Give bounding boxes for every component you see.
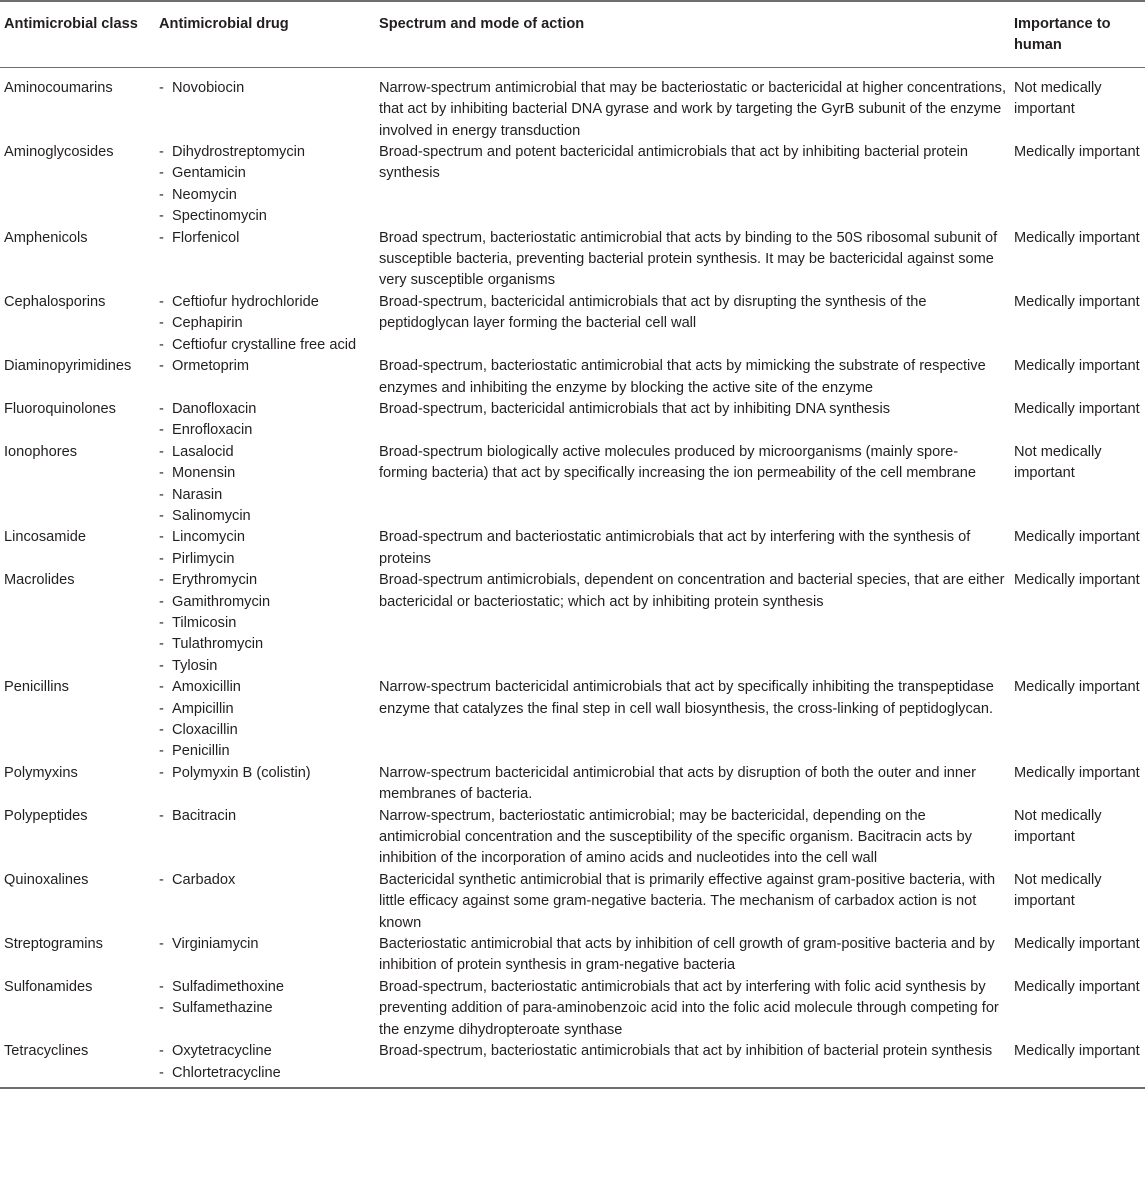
antimicrobial-class-cell: Lincosamide	[4, 529, 86, 546]
importance-to-human-cell: Not medically important	[1014, 807, 1102, 846]
importance-to-human-cell: Medically important	[1010, 1041, 1145, 1088]
drug-list-item: - Tylosin	[159, 656, 371, 677]
drug-list-item: - Neomycin	[159, 185, 371, 206]
antimicrobial-drug-cell	[155, 1041, 375, 1088]
drug-list	[159, 1041, 371, 1084]
spectrum-mode-of-action-cell: Bacteriostatic antimicrobial that acts by inhibition of cell growth of gram-positive bacteria and by inhibition of protein synthesis in gram-negative bacteria	[379, 936, 995, 974]
antimicrobial-drug-cell	[155, 570, 375, 677]
drug-list-item: - Bacitracin	[159, 806, 371, 827]
drug-list-item: - Oxytetracycline	[159, 1041, 371, 1062]
antimicrobial-class-cell: Tetracyclines	[0, 1041, 155, 1088]
drug-list	[159, 142, 371, 228]
importance-to-human-cell: Medically important	[1014, 764, 1140, 781]
drug-list	[159, 570, 371, 677]
drug-list-item: - Ampicillin	[159, 699, 371, 720]
drug-list-item: - Gentamicin	[159, 163, 371, 184]
importance-to-human-cell: Medically important	[1014, 358, 1140, 375]
drug-list-item: - Dihydrostreptomycin	[159, 142, 371, 163]
drug-list	[159, 442, 371, 528]
table-row	[0, 399, 1145, 442]
table-row	[0, 228, 1145, 292]
drug-list-item: - Ceftiofur crystalline free acid	[159, 335, 371, 356]
spectrum-mode-of-action-cell: Broad-spectrum and potent bactericidal antimicrobials that act by inhibiting bacterial protein synthesis	[379, 144, 968, 182]
antimicrobial-drug-cell	[155, 442, 375, 528]
drug-list-item: - Cephapirin	[159, 313, 371, 334]
table-body	[0, 67, 1145, 1088]
table-row	[0, 977, 1145, 1041]
table-row	[0, 67, 1145, 142]
drug-list-item: - Ceftiofur hydrochloride	[159, 292, 371, 313]
importance-to-human-cell: Medically important	[1014, 144, 1140, 161]
table-row	[0, 442, 1145, 528]
drug-list	[159, 677, 371, 763]
spectrum-mode-of-action-cell: Broad-spectrum biologically active molecules produced by microorganisms (mainly spore-forming bacteria) that act by specifically increasing the ion permeability of the cell membrane	[379, 443, 977, 482]
spectrum-mode-of-action-cell: Broad-spectrum, bacteriostatic antimicrobials that act by interfering with folic acid synthesis by preventing addition of para-aminobenzoic acid into the folic acid molecule through competing for the enzyme dihydropteroate synthase	[379, 978, 999, 1038]
table-row	[0, 292, 1145, 356]
spectrum-mode-of-action-cell: Broad spectrum, bacteriostatic antimicrobial that acts by binding to the 50S ribosomal subunit of susceptible bacteria, preventing bacterial protein synthesis. It may be bactericidal against some very susceptible organisms	[379, 229, 998, 289]
drug-list-item: - Penicillin	[159, 741, 371, 762]
importance-to-human-cell: Medically important	[1014, 936, 1140, 953]
importance-to-human-cell: Medically important	[1014, 529, 1140, 546]
importance-to-human-cell: Not medically important	[1014, 871, 1102, 910]
drug-list-item: - Erythromycin	[159, 570, 371, 591]
antimicrobial-drug-cell	[155, 977, 375, 1041]
antimicrobial-drug-cell	[155, 806, 375, 870]
drug-list-item: - Cloxacillin	[159, 720, 371, 741]
antimicrobial-class-cell: Sulfonamides	[4, 978, 93, 995]
antimicrobial-class-cell: Fluoroquinolones	[4, 400, 116, 417]
drug-list	[159, 977, 371, 1020]
spectrum-mode-of-action-cell: Broad-spectrum, bacteriostatic antimicrobials that act by inhibition of bacterial protein synthesis	[375, 1041, 1010, 1088]
drug-list	[159, 763, 371, 784]
drug-list-item: - Narasin	[159, 485, 371, 506]
table-row	[0, 356, 1145, 399]
header-importance-to-human: Importance to human	[1010, 1, 1145, 67]
antimicrobial-class-cell: Polypeptides	[4, 807, 88, 824]
antimicrobial-class-cell: Cephalosporins	[4, 293, 106, 310]
drug-list-item: - Florfenicol	[159, 228, 371, 249]
drug-list-item: - Monensin	[159, 463, 371, 484]
table-row	[0, 806, 1145, 870]
header-spectrum-mode-of-action: Spectrum and mode of action	[375, 1, 1010, 67]
drug-list-item: - Lasalocid	[159, 442, 371, 463]
importance-to-human-cell: Medically important	[1014, 679, 1140, 696]
importance-to-human-cell: Not medically important	[1014, 79, 1102, 118]
antimicrobial-drug-cell	[155, 677, 375, 763]
drug-list-item: - Carbadox	[159, 870, 371, 891]
table-row	[0, 763, 1145, 806]
drug-list-item: - Polymyxin B (colistin)	[159, 763, 371, 784]
header-antimicrobial-drug: Antimicrobial drug	[155, 1, 375, 67]
drug-list-item: - Sulfamethazine	[159, 998, 371, 1019]
drug-list-item: - Tilmicosin	[159, 613, 371, 634]
importance-to-human-cell: Medically important	[1014, 293, 1140, 310]
importance-to-human-cell: Medically important	[1014, 978, 1140, 995]
drug-list	[159, 806, 371, 827]
antimicrobial-class-cell: Ionophores	[4, 443, 78, 460]
drug-list	[159, 292, 371, 356]
drug-list	[159, 78, 371, 99]
spectrum-mode-of-action-cell: Narrow-spectrum bactericidal antimicrobials that act by specifically inhibiting the transpeptidase enzyme that catalyzes the final step in cell wall biosynthesis, the cross-linking of peptidoglycan.	[379, 679, 994, 717]
table-row	[0, 142, 1145, 228]
importance-to-human-cell: Medically important	[1014, 400, 1140, 417]
drug-list	[159, 356, 371, 377]
spectrum-mode-of-action-cell: Broad-spectrum, bactericidal antimicrobials that act by disrupting the synthesis of the peptidoglycan layer forming the bacterial cell wall	[379, 293, 927, 332]
drug-list-item: - Gamithromycin	[159, 592, 371, 613]
antimicrobial-class-cell: Diaminopyrimidines	[4, 358, 132, 375]
antimicrobial-class-cell: Aminocoumarins	[4, 79, 113, 96]
drug-list-item: - Virginiamycin	[159, 934, 371, 955]
drug-list-item: - Salinomycin	[159, 506, 371, 527]
antimicrobial-drug-cell	[155, 527, 375, 570]
drug-list	[159, 228, 371, 249]
drug-list-item: - Spectinomycin	[159, 206, 371, 227]
header-row	[0, 1, 1145, 67]
drug-list	[159, 934, 371, 955]
antimicrobial-drug-cell	[155, 356, 375, 399]
antimicrobial-class-cell: Macrolides	[4, 572, 75, 589]
antimicrobial-class-cell: Amphenicols	[4, 229, 88, 246]
drug-list	[159, 399, 371, 442]
drug-list	[159, 527, 371, 570]
spectrum-mode-of-action-cell: Narrow-spectrum, bacteriostatic antimicrobial; may be bactericidal, depending on the antimicrobial concentration and the susceptibility of the specific organism. Bacitracin acts by inhibition of the incorporation of amino acids and nucleotides into the cell wall	[379, 807, 972, 867]
drug-list-item: - Enrofloxacin	[159, 420, 371, 441]
antimicrobial-drug-cell	[155, 228, 375, 292]
antimicrobial-drug-cell	[155, 870, 375, 934]
antimicrobial-drug-cell	[155, 67, 375, 142]
table-row	[0, 570, 1145, 677]
spectrum-mode-of-action-cell: Narrow-spectrum bactericidal antimicrobial that acts by disruption of both the outer and inner membranes of bacteria.	[379, 764, 977, 803]
table-row	[0, 677, 1145, 763]
antimicrobial-class-cell: Penicillins	[4, 679, 69, 696]
antimicrobial-drug-cell	[155, 763, 375, 806]
table-row	[0, 934, 1145, 977]
antimicrobial-drug-cell	[155, 399, 375, 442]
drug-list-item: - Danofloxacin	[159, 399, 371, 420]
antimicrobial-drug-cell	[155, 142, 375, 228]
drug-list-item: - Amoxicillin	[159, 677, 371, 698]
drug-list-item: - Tulathromycin	[159, 634, 371, 655]
drug-list	[159, 870, 371, 891]
table-header	[0, 1, 1145, 67]
table-row	[0, 527, 1145, 570]
table-row	[0, 1041, 1145, 1088]
antimicrobial-class-cell: Polymyxins	[4, 764, 78, 781]
drug-list-item: - Novobiocin	[159, 78, 371, 99]
spectrum-mode-of-action-cell: Bactericidal synthetic antimicrobial that is primarily effective against gram-positive bacteria, with little efficacy against some gram-negative bacteria. The mechanism of carbadox action is not known	[379, 871, 996, 931]
spectrum-mode-of-action-cell: Broad-spectrum, bacteriostatic antimicrobial that acts by mimicking the substrate of respective enzymes and inhibiting the enzyme by blocking the active site of the enzyme	[379, 358, 986, 396]
antimicrobial-class-cell: Quinoxalines	[4, 871, 89, 888]
importance-to-human-cell: Not medically important	[1014, 443, 1102, 482]
drug-list-item: - Lincomycin	[159, 527, 371, 548]
drug-list-item: - Ormetoprim	[159, 356, 371, 377]
drug-list-item: - Sulfadimethoxine	[159, 977, 371, 998]
antimicrobial-class-cell: Streptogramins	[4, 936, 103, 953]
drug-list-item: - Chlortetracycline	[159, 1063, 371, 1084]
spectrum-mode-of-action-cell: Narrow-spectrum antimicrobial that may be bacteriostatic or bactericidal at higher concentrations, that act by inhibiting bacterial DNA gyrase and work by targeting the GyrB subunit of the enzyme involved in energy transduction	[379, 79, 1006, 139]
spectrum-mode-of-action-cell: Broad-spectrum, bactericidal antimicrobials that act by inhibiting DNA synthesis	[379, 400, 891, 417]
drug-list-item: - Pirlimycin	[159, 549, 371, 570]
spectrum-mode-of-action-cell: Broad-spectrum antimicrobials, dependent on concentration and bacterial species, that are either bactericidal or bacteriostatic; which act by inhibiting protein synthesis	[379, 572, 1005, 610]
antimicrobial-drug-cell	[155, 292, 375, 356]
table-row	[0, 870, 1145, 934]
importance-to-human-cell: Medically important	[1014, 229, 1140, 246]
antimicrobial-drug-cell	[155, 934, 375, 977]
importance-to-human-cell: Medically important	[1014, 572, 1140, 589]
header-antimicrobial-class: Antimicrobial class	[0, 1, 155, 67]
antimicrobial-class-cell: Aminoglycosides	[4, 144, 114, 161]
spectrum-mode-of-action-cell: Broad-spectrum and bacteriostatic antimicrobials that act by interfering with the synthesis of proteins	[379, 529, 971, 567]
